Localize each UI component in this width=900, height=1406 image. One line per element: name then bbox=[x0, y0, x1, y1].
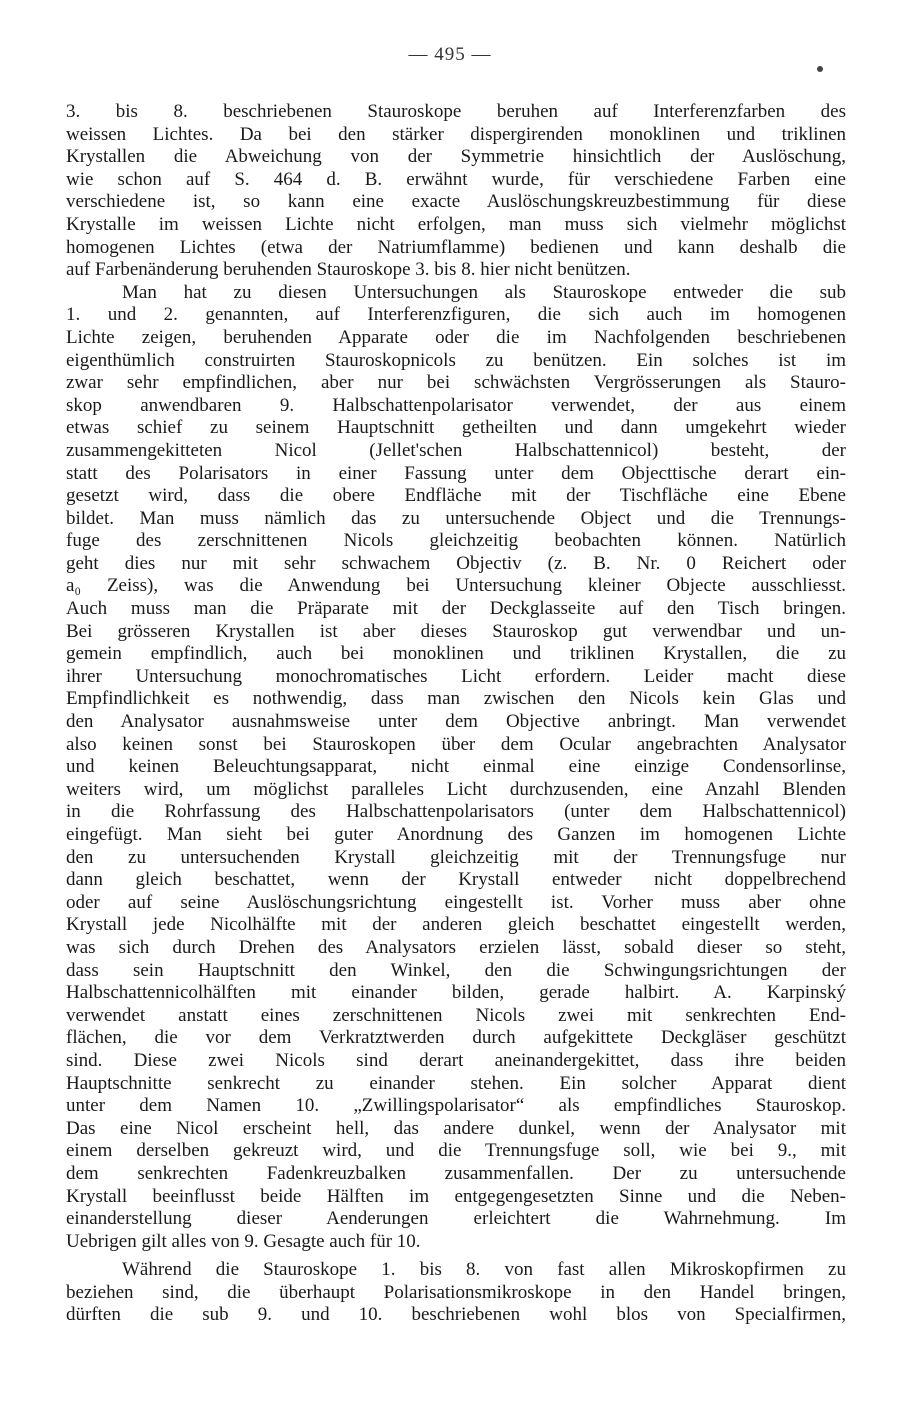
text-line: dem senkrechten Fadenkreuzbalken zusammenfallen. Der zu untersuchende bbox=[66, 1162, 846, 1184]
text-line: Hauptschnitte senkrecht zu einander stehen. Ein solcher Apparat dient bbox=[66, 1072, 846, 1094]
text-line: weiters wird, um möglichst paralleles Licht durchzusenden, eine Anzahl Blenden bbox=[66, 778, 846, 800]
page-number: — 495 — bbox=[408, 44, 492, 65]
text-line: Uebrigen gilt alles von 9. Gesagte auch für 10. bbox=[66, 1230, 421, 1252]
text-line: wie schon auf S. 464 d. B. erwähnt wurde, für verschiedene Farben eine bbox=[66, 168, 846, 190]
text-line: zusammengekitteten Nicol (Jellet'schen Halbschattennicol) besteht, der bbox=[66, 439, 846, 461]
text-line: was sich durch Drehen des Analysators erzielen lässt, sobald dieser so steht, bbox=[66, 936, 846, 958]
text-line: zwar sehr empfindlichen, aber nur bei schwächsten Vergrösserungen als Stauro- bbox=[66, 372, 846, 394]
text-line: dann gleich beschattet, wenn der Krystall entweder nicht doppelbrechend bbox=[66, 869, 846, 891]
text-line: verschiedene ist, so kann eine exacte Auslöschungskreuzbestimmung für diese bbox=[66, 191, 846, 213]
text-line: Krystall jede Nicolhälfte mit der anderen gleich beschattet eingestellt werden, bbox=[66, 914, 846, 936]
ink-spot bbox=[817, 66, 823, 72]
text-line: geht dies nur mit sehr schwachem Objectiv (z. B. Nr. 0 Reichert oder bbox=[66, 552, 846, 574]
text-line: dürften die sub 9. und 10. beschriebenen wohl blos von Specialfirmen, bbox=[66, 1304, 846, 1326]
text-line: skop anwendbaren 9. Halbschattenpolarisator verwendet, der aus einem bbox=[66, 394, 846, 416]
text-line: eigenthümlich construirten Stauroskopnicols zu benützen. Ein solches ist im bbox=[66, 349, 846, 371]
text-line: Krystall beeinflusst beide Hälften im entgegengesetzten Sinne und die Neben- bbox=[66, 1185, 846, 1207]
text-line: gemein empfindlich, auch bei monoklinen und triklinen Krystallen, die zu bbox=[66, 643, 846, 665]
text-line: einem derselben gekreuzt wird, und die Trennungsfuge soll, wie bei 9., mit bbox=[66, 1140, 846, 1162]
text-line: weissen Lichtes. Da bei den stärker dispergirenden monoklinen und triklinen bbox=[66, 123, 846, 145]
text-line: beziehen sind, die überhaupt Polarisationsmikroskope in den Handel bringen, bbox=[66, 1281, 846, 1303]
text-line: 1. und 2. genannten, auf Interferenzfiguren, die sich auch im homogenen bbox=[66, 304, 846, 326]
text-line: Auch muss man die Präparate mit der Deckglasseite auf den Tisch bringen. bbox=[66, 598, 846, 620]
text-line: flächen, die vor dem Verkratztwerden durch aufgekittete Deckgläser geschützt bbox=[66, 1027, 846, 1049]
text-line: Während die Stauroskope 1. bis 8. von fast allen Mikroskopfirmen zu bbox=[122, 1259, 846, 1281]
text-line: a₀ Zeiss), was die Anwendung bei Untersuchung kleiner Objecte ausschliesst. bbox=[66, 575, 846, 597]
text-line: und keinen Beleuchtungsapparat, nicht einmal eine einzige Condensorlinse, bbox=[66, 756, 846, 778]
text-line: sind. Diese zwei Nicols sind derart aneinandergekittet, dass ihre beiden bbox=[66, 1049, 846, 1071]
text-line: in die Rohrfassung des Halbschattenpolarisators (unter dem Halbschattennicol) bbox=[66, 801, 846, 823]
text-line: auf Farbenänderung beruhenden Stauroskope 3. bis 8. hier nicht benützen. bbox=[66, 259, 631, 281]
text-line: Halbschattennicolhälften mit einander bilden, gerade halbirt. A. Karpinský bbox=[66, 982, 846, 1004]
text-line: Das eine Nicol erscheint hell, das andere dunkel, wenn der Analysator mit bbox=[66, 1117, 846, 1139]
text-line: einanderstellung dieser Aenderungen erleichtert die Wahrnehmung. Im bbox=[66, 1208, 846, 1230]
text-line: etwas schief zu seinem Hauptschnitt getheilten und dann umgekehrt wieder bbox=[66, 417, 846, 439]
text-line: homogenen Lichtes (etwa der Natriumflamme) bedienen und kann deshalb die bbox=[66, 236, 846, 258]
text-line: Lichte zeigen, beruhenden Apparate oder die im Nachfolgenden beschriebenen bbox=[66, 326, 846, 348]
text-line: Bei grösseren Krystallen ist aber dieses Stauroskop gut verwendbar und un- bbox=[66, 620, 846, 642]
text-line: statt des Polarisators in einer Fassung unter dem Objecttische derart ein- bbox=[66, 462, 846, 484]
text-line: den Analysator ausnahmsweise unter dem Objective anbringt. Man verwendet bbox=[66, 711, 846, 733]
text-line: ihrer Untersuchung monochromatisches Licht erfordern. Leider macht diese bbox=[66, 665, 846, 687]
text-line: dass sein Hauptschnitt den Winkel, den die Schwingungsrichtungen der bbox=[66, 959, 846, 981]
text-line: Krystalle im weissen Lichte nicht erfolgen, man muss sich vielmehr möglichst bbox=[66, 213, 846, 235]
text-line: eingefügt. Man sieht bei guter Anordnung des Ganzen im homogenen Lichte bbox=[66, 824, 846, 845]
text-line: Empfindlichkeit es nothwendig, dass man zwischen den Nicols kein Glas und bbox=[66, 688, 846, 710]
text-line: bildet. Man muss nämlich das zu untersuchende Object und die Trennungs- bbox=[66, 507, 846, 529]
text-line: gesetzt wird, dass die obere Endfläche mit der Tischfläche eine Ebene bbox=[66, 485, 846, 507]
text-line: verwendet anstatt eines zerschnittenen Nicols zwei mit senkrechten End- bbox=[66, 1004, 846, 1026]
text-line: den zu untersuchenden Krystall gleichzeitig mit der Trennungsfuge nur bbox=[66, 846, 846, 868]
text-line: also keinen sonst bei Stauroskopen über dem Ocular angebrachten Analysator bbox=[66, 733, 846, 755]
text-line: oder auf seine Auslöschungsrichtung eingestellt ist. Vorher muss aber ohne bbox=[66, 891, 846, 913]
text-line: unter dem Namen 10. „Zwillingspolarisator“ als empfindliches Stauroskop. bbox=[66, 1095, 846, 1117]
body-text bbox=[66, 101, 846, 1327]
text-line: Man hat zu diesen Untersuchungen als Stauroskope entweder die sub bbox=[122, 281, 846, 303]
text-line: Krystallen die Abweichung von der Symmetrie hinsichtlich der Auslöschung, bbox=[66, 146, 846, 168]
text-line: fuge des zerschnittenen Nicols gleichzeitig beobachten können. Natürlich bbox=[66, 530, 846, 552]
text-line: 3. bis 8. beschriebenen Stauroskope beruhen auf Interferenzfarben des bbox=[66, 101, 846, 122]
